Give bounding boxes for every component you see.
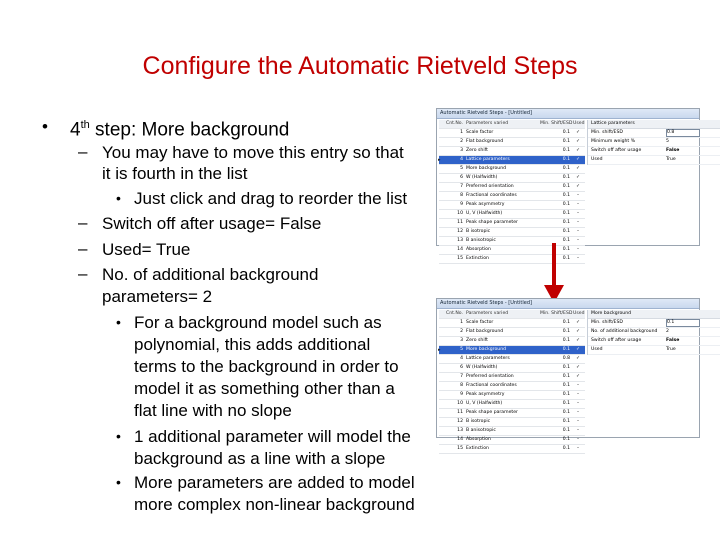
window-titlebar: Automatic Rietveld Steps - [Untitled] xyxy=(437,109,699,119)
cell-used: – xyxy=(576,419,580,424)
cell-val: 0.1 xyxy=(562,256,570,261)
slide-title: Configure the Automatic Rietveld Steps xyxy=(142,52,578,80)
sub-one-param-line2: background as a line with a slope xyxy=(134,449,386,468)
dash-marker: – xyxy=(78,239,88,258)
cell-used: ✓ xyxy=(576,157,580,162)
cell-num: 7 xyxy=(460,374,463,379)
cell-used: – xyxy=(576,428,580,433)
dash-marker: – xyxy=(78,142,88,161)
cell-val: 0.8 xyxy=(562,356,570,361)
cell-num: 1 xyxy=(460,130,463,135)
cell-name: B isotropic xyxy=(466,229,491,234)
cell-num: 4 xyxy=(460,356,463,361)
table-row[interactable] xyxy=(439,355,585,364)
table-row[interactable] xyxy=(439,228,585,237)
cell-name: Absorption xyxy=(466,437,491,442)
table-row[interactable] xyxy=(439,427,585,436)
property-panel xyxy=(587,120,720,165)
property-key: Min. shift/ESD xyxy=(591,320,623,325)
cell-used: – xyxy=(576,401,580,406)
cell-used: – xyxy=(576,437,580,442)
cell-val: 0.1 xyxy=(562,211,570,216)
row-pointer-icon: ▸ xyxy=(438,347,441,353)
cell-val: 0.1 xyxy=(562,130,570,135)
column-header-val[interactable]: Min. Shift/ESD xyxy=(540,121,573,126)
cell-name: W (Halfwidth) xyxy=(466,175,498,180)
cell-used: ✓ xyxy=(576,329,580,334)
sub-more-params-line2: more complex non-linear background xyxy=(134,495,415,514)
dot-marker: • xyxy=(116,314,121,330)
cell-used: ✓ xyxy=(576,148,580,153)
cell-used: – xyxy=(576,220,580,225)
cell-used: – xyxy=(576,383,580,388)
cell-used: – xyxy=(576,247,580,252)
grid-header xyxy=(439,120,585,129)
cell-val: 0.1 xyxy=(562,166,570,171)
cell-name: Flat background xyxy=(466,329,504,334)
column-header-num[interactable]: Cnt.No. xyxy=(445,121,463,126)
cell-val: 0.1 xyxy=(562,157,570,162)
property-row[interactable] xyxy=(588,156,720,165)
cell-val: 0.1 xyxy=(562,229,570,234)
table-row[interactable] xyxy=(439,364,585,373)
property-row[interactable] xyxy=(588,147,720,156)
table-row[interactable] xyxy=(439,192,585,201)
cell-name: Absorption xyxy=(466,247,491,252)
table-row[interactable] xyxy=(439,436,585,445)
table-row[interactable] xyxy=(439,445,585,454)
screenshot-after xyxy=(436,298,700,451)
cell-name: Fractional coordinates xyxy=(466,383,517,388)
cell-num: 12 xyxy=(457,419,463,424)
table-row[interactable] xyxy=(439,418,585,427)
cell-name: Peak shape parameter xyxy=(466,220,518,225)
cell-val: 0.1 xyxy=(562,220,570,225)
table-row[interactable] xyxy=(439,129,585,138)
cell-num: 11 xyxy=(457,220,463,225)
cell-used: ✓ xyxy=(576,139,580,144)
sub-used-true: Used= True xyxy=(102,240,191,259)
cell-name: B anisotropic xyxy=(466,238,496,243)
cell-used: ✓ xyxy=(576,320,580,325)
cell-used: – xyxy=(576,202,580,207)
cell-val: 0.1 xyxy=(562,193,570,198)
property-row[interactable] xyxy=(588,319,720,328)
cell-num: 15 xyxy=(457,446,463,451)
cell-used: ✓ xyxy=(576,184,580,189)
cell-val: 0.1 xyxy=(562,392,570,397)
cell-num: 5 xyxy=(460,347,463,352)
cell-val: 0.1 xyxy=(562,446,570,451)
cell-used: ✓ xyxy=(576,365,580,370)
property-key: Min. shift/ESD xyxy=(591,130,623,135)
row-pointer-icon: ▸ xyxy=(438,157,441,163)
sub-polynomial-line2: polynomial, this adds additional xyxy=(134,335,371,354)
cell-num: 4 xyxy=(460,157,463,162)
cell-num: 2 xyxy=(460,329,463,334)
cell-num: 9 xyxy=(460,392,463,397)
sub-polynomial-line3: terms to the background in order to xyxy=(134,357,399,376)
cell-val: 0.1 xyxy=(562,202,570,207)
sub-additional-bg-line1: No. of additional background xyxy=(102,265,319,284)
property-panel-title: Lattice parameters xyxy=(588,120,720,129)
cell-val: 0.1 xyxy=(562,320,570,325)
cell-val: 0.1 xyxy=(562,365,570,370)
cell-name: Zero shift xyxy=(466,338,488,343)
property-panel xyxy=(587,310,720,355)
cell-name: Flat background xyxy=(466,139,504,144)
property-key: Minimum weight % xyxy=(591,139,636,144)
table-row[interactable] xyxy=(439,328,585,337)
dash-marker: – xyxy=(78,264,88,283)
property-row[interactable] xyxy=(588,346,720,355)
cell-used: – xyxy=(576,256,580,261)
table-row[interactable] xyxy=(439,156,585,165)
table-row[interactable] xyxy=(439,174,585,183)
sub-additional-bg-line2: parameters= 2 xyxy=(102,287,213,306)
dot-marker: • xyxy=(116,474,121,490)
screenshot-before xyxy=(436,108,700,261)
property-row[interactable] xyxy=(588,337,720,346)
table-row[interactable] xyxy=(439,219,585,228)
table-row[interactable] xyxy=(439,391,585,400)
column-header-val[interactable]: Min. Shift/ESD xyxy=(540,311,573,316)
window-titlebar: Automatic Rietveld Steps - [Untitled] xyxy=(437,299,699,309)
column-header-used[interactable]: Used xyxy=(573,311,585,316)
cell-val: 0.1 xyxy=(562,428,570,433)
cell-val: 0.1 xyxy=(562,184,570,189)
cell-name: U, V (Halfwidth) xyxy=(466,401,503,406)
cell-name: Zero shift xyxy=(466,148,488,153)
dot-marker: • xyxy=(116,428,121,444)
cell-used: ✓ xyxy=(576,175,580,180)
property-row[interactable] xyxy=(588,328,720,337)
steps-grid xyxy=(439,310,585,454)
property-value[interactable]: True xyxy=(666,347,676,352)
cell-num: 1 xyxy=(460,320,463,325)
cell-used: ✓ xyxy=(576,356,580,361)
bullet-marker: • xyxy=(42,117,48,136)
column-header-used[interactable]: Used xyxy=(573,121,585,126)
cell-num: 3 xyxy=(460,148,463,153)
cell-name: Peak asymmetry xyxy=(466,392,505,397)
cell-num: 5 xyxy=(460,166,463,171)
table-row[interactable] xyxy=(439,165,585,174)
table-row[interactable] xyxy=(439,409,585,418)
cell-used: – xyxy=(576,392,580,397)
column-header-num[interactable]: Cnt.No. xyxy=(445,311,463,316)
cell-name: B isotropic xyxy=(466,419,491,424)
cell-name: More background xyxy=(466,166,507,171)
cell-used: ✓ xyxy=(576,166,580,171)
sub-move-entry-line1: You may have to move this entry so that xyxy=(102,143,404,162)
cell-val: 0.1 xyxy=(562,247,570,252)
grid-header xyxy=(439,310,585,319)
cell-num: 13 xyxy=(457,238,463,243)
property-value[interactable]: 0.1 xyxy=(666,319,700,327)
column-header-name[interactable]: Parameters varied xyxy=(466,311,509,316)
table-row[interactable] xyxy=(439,382,585,391)
cell-name: Preferred orientation xyxy=(466,184,514,189)
cell-num: 12 xyxy=(457,229,463,234)
cell-val: 0.1 xyxy=(562,148,570,153)
table-row[interactable] xyxy=(439,201,585,210)
cell-num: 14 xyxy=(457,247,463,252)
cell-used: ✓ xyxy=(576,347,580,352)
table-row[interactable] xyxy=(439,373,585,382)
cell-num: 6 xyxy=(460,175,463,180)
table-row[interactable] xyxy=(439,400,585,409)
cell-name: Extinction xyxy=(466,256,489,261)
sub-polynomial-line1: For a background model such as xyxy=(134,313,382,332)
property-value[interactable]: 0.8 xyxy=(666,129,700,137)
cell-val: 0.1 xyxy=(562,338,570,343)
cell-used: – xyxy=(576,238,580,243)
dot-marker: • xyxy=(116,190,121,206)
sub-switch-off: Switch off after usage= False xyxy=(102,214,322,233)
property-row[interactable] xyxy=(588,129,720,138)
cell-val: 0.1 xyxy=(562,401,570,406)
cell-val: 0.1 xyxy=(562,437,570,442)
property-value[interactable]: True xyxy=(666,157,676,162)
cell-name: More background xyxy=(466,347,507,352)
cell-used: – xyxy=(576,410,580,415)
cell-name: Peak asymmetry xyxy=(466,202,505,207)
dash-marker: – xyxy=(78,213,88,232)
cell-name: U, V (Halfwidth) xyxy=(466,211,503,216)
cell-used: – xyxy=(576,446,580,451)
table-row[interactable] xyxy=(439,337,585,346)
cell-val: 0.1 xyxy=(562,383,570,388)
table-row[interactable] xyxy=(439,138,585,147)
cell-name: Fractional coordinates xyxy=(466,193,517,198)
property-value[interactable]: False xyxy=(666,148,680,153)
cell-num: 8 xyxy=(460,383,463,388)
cell-num: 15 xyxy=(457,256,463,261)
cell-num: 6 xyxy=(460,365,463,370)
cell-used: – xyxy=(576,211,580,216)
cell-val: 0.1 xyxy=(562,410,570,415)
cell-name: W (Halfwidth) xyxy=(466,365,498,370)
arrow-down-icon xyxy=(543,243,565,305)
table-row[interactable] xyxy=(439,210,585,219)
cell-name: Extinction xyxy=(466,446,489,451)
property-row[interactable] xyxy=(588,138,720,147)
cell-num: 10 xyxy=(457,211,463,216)
cell-num: 10 xyxy=(457,401,463,406)
cell-used: ✓ xyxy=(576,130,580,135)
property-value[interactable]: 2 xyxy=(666,329,669,334)
cell-name: Lattice parameters xyxy=(466,157,510,162)
cell-name: B anisotropic xyxy=(466,428,496,433)
cell-used: – xyxy=(576,193,580,198)
property-key: Used xyxy=(591,157,603,162)
cell-name: Scale factor xyxy=(466,130,494,135)
cell-num: 8 xyxy=(460,193,463,198)
column-header-name[interactable]: Parameters varied xyxy=(466,121,509,126)
cell-name: Lattice parameters xyxy=(466,356,510,361)
cell-name: Peak shape parameter xyxy=(466,410,518,415)
cell-num: 14 xyxy=(457,437,463,442)
property-key: Used xyxy=(591,347,603,352)
cell-used: ✓ xyxy=(576,374,580,379)
cell-num: 3 xyxy=(460,338,463,343)
cell-num: 11 xyxy=(457,410,463,415)
property-key: Switch off after usage xyxy=(591,148,642,153)
cell-name: Preferred orientation xyxy=(466,374,514,379)
cell-used: ✓ xyxy=(576,338,580,343)
cell-num: 7 xyxy=(460,184,463,189)
sub-move-entry-line2: it is fourth in the list xyxy=(102,164,248,183)
cell-name: Scale factor xyxy=(466,320,494,325)
table-row[interactable] xyxy=(439,346,585,355)
cell-num: 13 xyxy=(457,428,463,433)
property-key: Switch off after usage xyxy=(591,338,642,343)
property-panel-title: More background xyxy=(588,310,720,319)
table-row[interactable] xyxy=(439,183,585,192)
sub-polynomial-line4: model it as something other than a xyxy=(134,379,395,398)
cell-val: 0.1 xyxy=(562,419,570,424)
sub-polynomial-line5: flat line with no slope xyxy=(134,401,292,420)
cell-val: 0.1 xyxy=(562,139,570,144)
property-value[interactable]: False xyxy=(666,338,680,343)
cell-val: 0.1 xyxy=(562,329,570,334)
cell-val: 0.1 xyxy=(562,238,570,243)
table-row[interactable] xyxy=(439,147,585,156)
cell-num: 9 xyxy=(460,202,463,207)
cell-val: 0.1 xyxy=(562,175,570,180)
property-value[interactable]: 5 xyxy=(666,139,669,144)
cell-used: – xyxy=(576,229,580,234)
cell-val: 0.1 xyxy=(562,347,570,352)
cell-val: 0.1 xyxy=(562,374,570,379)
property-key: No. of additional background xyxy=(591,329,658,334)
sub-more-params-line1: More parameters are added to model xyxy=(134,473,415,492)
cell-num: 2 xyxy=(460,139,463,144)
bullet-step-four: 4th step: More background xyxy=(70,119,290,141)
table-row[interactable] xyxy=(439,319,585,328)
sub-one-param-line1: 1 additional parameter will model the xyxy=(134,427,411,446)
sub-drag-reorder: Just click and drag to reorder the list xyxy=(134,189,408,208)
